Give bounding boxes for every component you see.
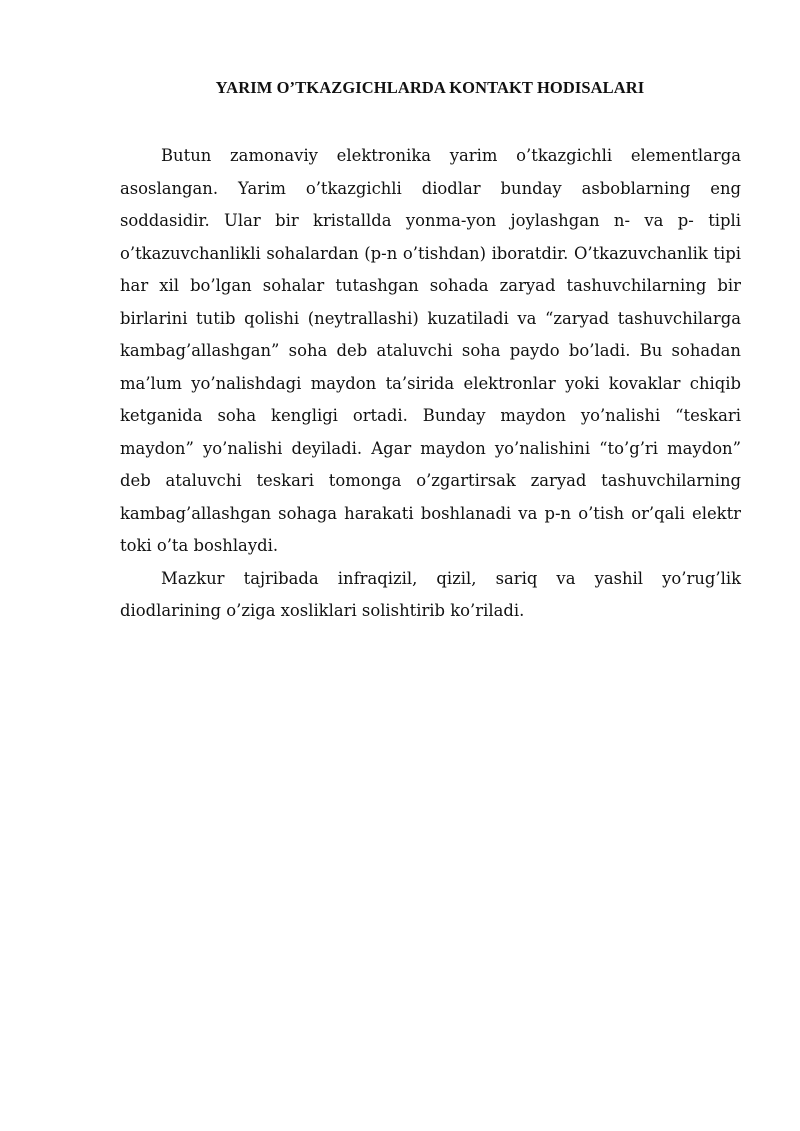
paragraph-intro: Butun zamonaviy elektronika yarim o’tkazgichli elementlarga asoslangan. Yarim o’tkazgichli diodlar bunday asboblarning eng soddasidir. Ular bir kristallda yonma-yon joylashgan n- va p- tipli o’tkazuvchanlikli sohalardan (p-n o’tishdan) iboratdir. O’tkazuvchanlik tipi har xil bo’lgan sohalar tutashgan sohada zaryad tashuvchilarning bir birlarini tutib qolishi (neytrallashi) kuzatiladi va “zaryad tashuvchilarga kambag’allashgan” soha deb ataluvchi soha paydo bo’ladi. Bu sohadan ma’lum yo’nalishdagi maydon ta’sirida elektronlar yoki kovaklar chiqib ketganida soha kengligi ortadi. Bunday maydon yo’nalishi “teskari maydon” yo’nalishi deyiladi. Agar maydon yo’nalishini “to’g’ri maydon” deb ataluvchi teskari tomonga o’zgartirsak zaryad tashuvchilarning kambag’allashgan sohaga harakati boshlanadi va p-n o’tish or’qali elektr toki o’ta boshlaydi. <box>120 146 741 555</box>
paragraph-experiment: Mazkur tajribada infraqizil, qizil, sariq va yashil yo’rug’lik diodlarining o’ziga xosliklari solishtirib ko’riladi. <box>120 568 741 620</box>
document-body <box>120 140 741 628</box>
document-title: YARIM O’TKAZGICHLARDA KONTAKT HODISALARI <box>215 78 645 97</box>
